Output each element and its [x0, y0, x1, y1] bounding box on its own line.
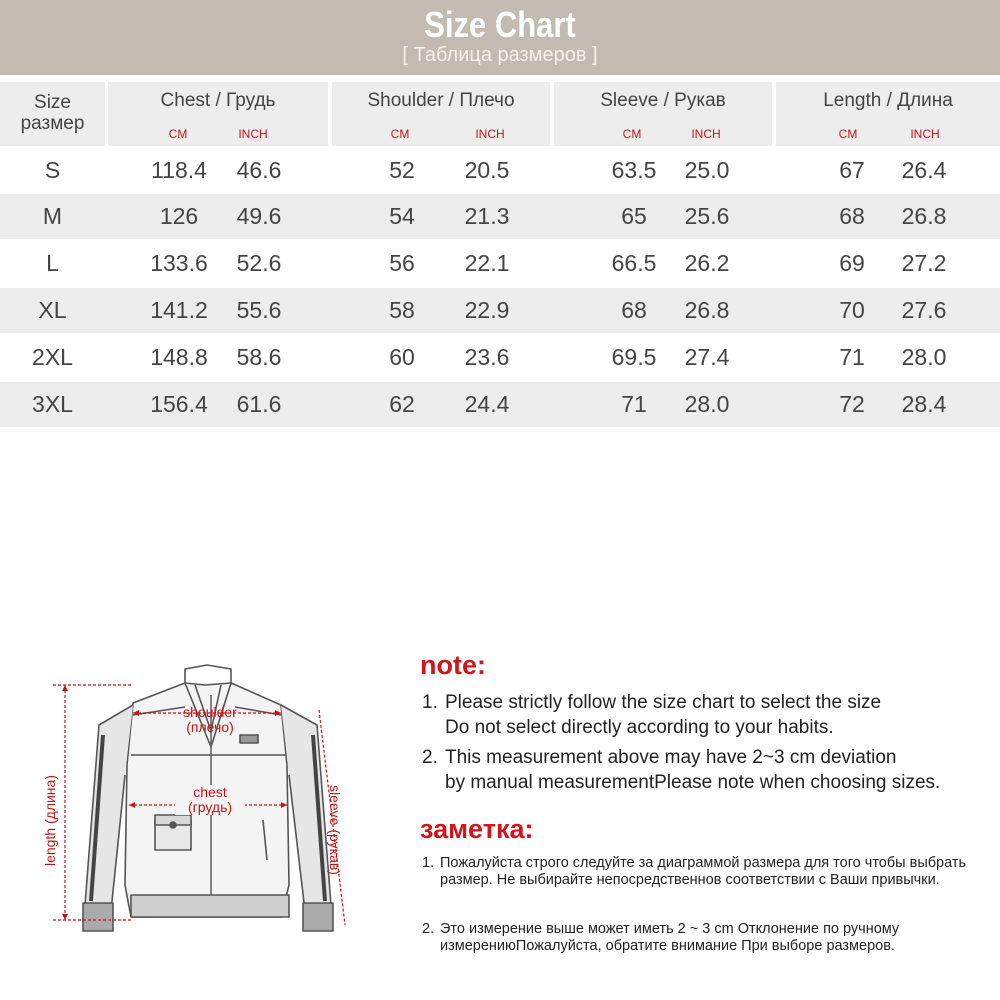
size-cell: L [46, 250, 59, 276]
length-cm-cell: 68 [839, 203, 865, 229]
note-line: Please strictly follow the size chart to select the size [445, 692, 882, 713]
note-number: 2. [422, 747, 438, 768]
sleeve-cm-cell: 69.5 [611, 344, 657, 370]
shoulder-cm-cell: 52 [389, 157, 415, 183]
shoulder-inch-cell: 22.1 [464, 250, 510, 276]
length-cm-cell: 70 [839, 297, 865, 323]
chest-cm-cell: 118.4 [151, 157, 207, 183]
note-line: Do not select directly according to your habits. [445, 717, 834, 738]
sleeve-cm-cell: 63.5 [611, 157, 657, 183]
shoulder-column-header [332, 82, 550, 146]
shoulder-cm-cell: 60 [389, 344, 415, 370]
table-row [0, 148, 1000, 193]
length-cm-cell: 69 [839, 250, 865, 276]
page-subtitle: [ Таблица размеров ] [402, 44, 598, 66]
length-header-label: Length / Длина [823, 90, 953, 111]
length-inch-cell: 27.2 [901, 250, 947, 276]
sleeve-inch-cell: 25.6 [684, 203, 730, 229]
length-cm-unit: CM [838, 127, 858, 141]
sleeve-cm-cell: 68 [621, 297, 647, 323]
note-number: 1. [422, 692, 438, 713]
table-row [0, 241, 1000, 286]
sleeve-cm-cell: 66.5 [611, 250, 657, 276]
length-inch-cell: 26.4 [901, 157, 947, 183]
length-cm-cell: 72 [839, 391, 865, 417]
sleeve-inch-cell: 26.8 [684, 297, 730, 323]
page-title: Size Chart [424, 4, 576, 45]
size-cell: M [42, 203, 63, 229]
shoulder-cm-cell: 58 [389, 297, 415, 323]
size-cell: 3XL [32, 391, 73, 417]
chest-cm-cell: 156.4 [150, 391, 208, 417]
chest-inch-cell: 61.6 [236, 391, 282, 417]
table-row [0, 194, 1000, 239]
chest-column-header [108, 82, 328, 146]
chest-inch-cell: 58.6 [236, 344, 282, 370]
sleeve-inch-cell: 28.0 [684, 391, 730, 417]
chest-cm-cell: 126 [159, 203, 199, 229]
shoulder-inch-cell: 24.4 [464, 391, 510, 417]
shoulder-cm-cell: 54 [389, 203, 415, 229]
shoulder-label: shoulder (плечо) [183, 704, 237, 735]
sleeve-column-header [554, 82, 772, 146]
shoulder-inch-unit: INCH [475, 127, 505, 141]
ru-note-number: 2. [422, 921, 435, 937]
shoulder-inch-cell: 23.6 [464, 344, 510, 370]
size-header-en: Size [34, 92, 71, 113]
ru-note-title: заметка: [420, 814, 534, 844]
chest-inch-unit: INCH [238, 127, 268, 141]
chest-cm-cell: 141.2 [150, 297, 208, 323]
shoulder-cm-unit: CM [390, 127, 410, 141]
shoulder-header-label: Shoulder / Плечо [367, 90, 515, 111]
note-line: This measurement above may have 2~3 cm deviation [445, 747, 897, 768]
ru-note-text: Пожалуйста строго следуйте за диаграммой размера для того чтобы выбрать размер. Не выбирайте непосредственнов соответствии с Ваши привычки. [440, 855, 967, 888]
chest-label: chest (грудь) [175, 785, 245, 815]
sleeve-inch-cell: 25.0 [684, 157, 730, 183]
chest-cm-cell: 133.6 [150, 250, 208, 276]
ru-note-number: 1. [422, 855, 435, 871]
length-inch-unit: INCH [910, 127, 940, 141]
table-row [0, 335, 1000, 380]
shoulder-inch-cell: 21.3 [464, 203, 510, 229]
sleeve-inch-cell: 26.2 [684, 250, 730, 276]
sleeve-header-label: Sleeve / Рукав [600, 90, 726, 111]
chest-inch-cell: 49.6 [236, 203, 282, 229]
chest-cm-cell: 148.8 [150, 344, 208, 370]
shoulder-cm-cell: 62 [389, 391, 415, 417]
length-inch-cell: 26.8 [901, 203, 947, 229]
sleeve-cm-unit: CM [622, 127, 642, 141]
jacket-measurement-diagram [35, 655, 375, 955]
sleeve-label: sleeve (рукав) [327, 785, 343, 875]
length-inch-cell: 28.4 [901, 391, 947, 417]
length-inch-cell: 28.0 [901, 344, 947, 370]
sleeve-inch-unit: INCH [691, 127, 721, 141]
length-label: length (длина) [42, 775, 58, 867]
chest-inch-cell: 55.6 [236, 297, 282, 323]
note-line: by manual measurementPlease note when choosing sizes. [445, 772, 941, 793]
table-header [0, 82, 1000, 146]
size-header-ru: размер [20, 113, 85, 134]
length-column-header [776, 82, 1000, 146]
length-inch-cell: 27.6 [901, 297, 947, 323]
chest-cm-unit: CM [168, 127, 188, 141]
size-cell: XL [38, 297, 67, 323]
chest-inch-cell: 46.6 [236, 157, 282, 183]
table-row [0, 382, 1000, 427]
sleeve-cm-cell: 71 [621, 391, 647, 417]
length-cm-cell: 67 [839, 157, 865, 183]
shoulder-inch-cell: 20.5 [464, 157, 510, 183]
shoulder-cm-cell: 56 [389, 250, 415, 276]
chest-header-label: Chest / Грудь [160, 90, 276, 111]
note-title: note: [420, 650, 486, 680]
chest-inch-cell: 52.6 [236, 250, 282, 276]
shoulder-inch-cell: 22.9 [464, 297, 510, 323]
size-column-header [0, 82, 105, 146]
sleeve-cm-cell: 65 [621, 203, 647, 229]
table-row [0, 288, 1000, 333]
size-cell: S [44, 157, 61, 183]
size-chart-header [0, 0, 1000, 75]
sleeve-inch-cell: 27.4 [684, 344, 730, 370]
length-cm-cell: 71 [839, 344, 865, 370]
size-cell: 2XL [32, 344, 73, 370]
ru-note-text: Это измерение выше может иметь 2 ~ 3 cm Отклонение по ручному измерениюПожалуйста, обратите внимание При выборе размеров. [440, 921, 900, 954]
